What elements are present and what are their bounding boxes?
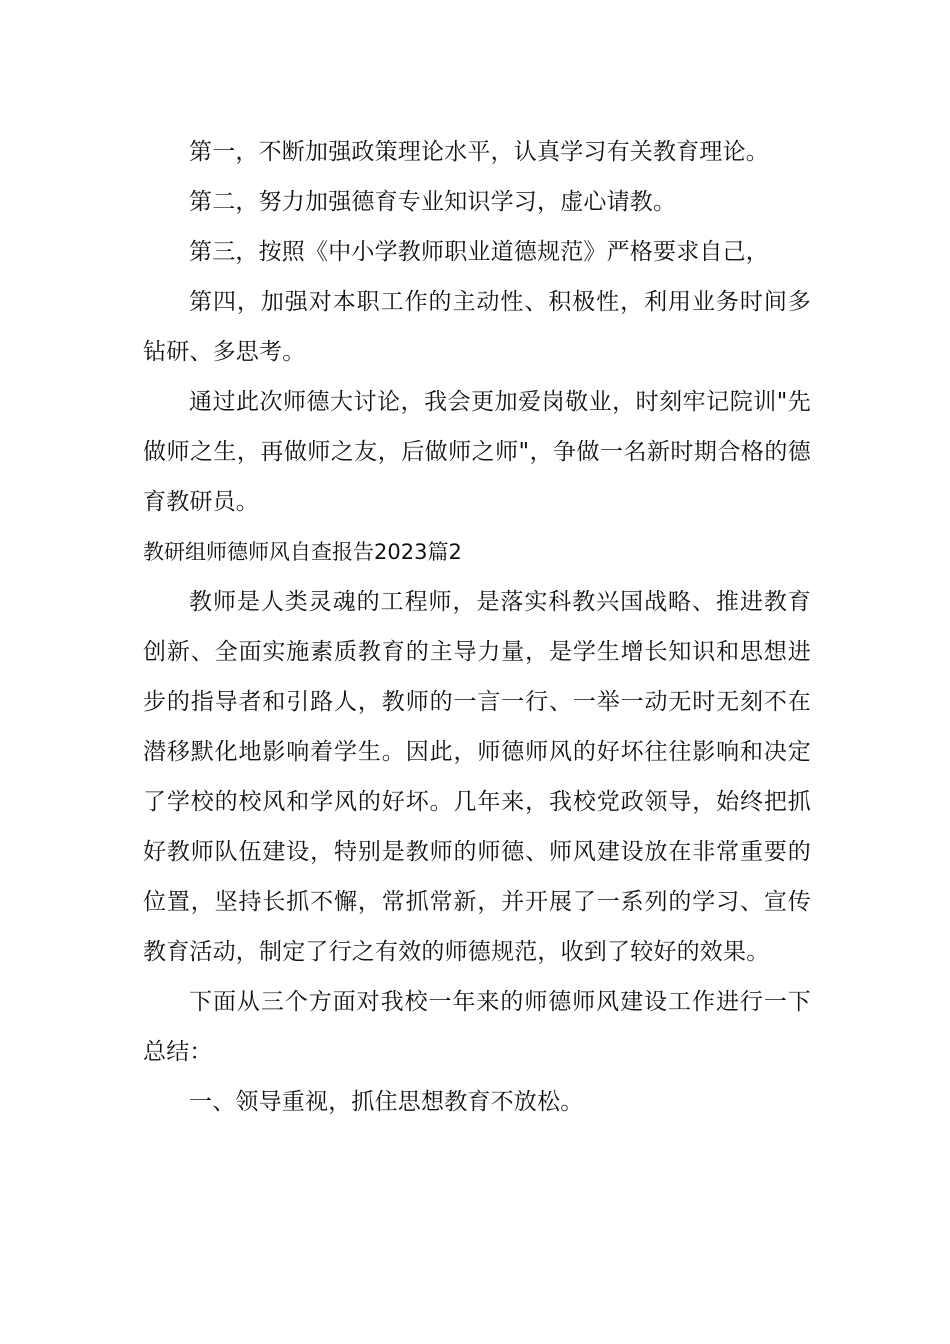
paragraph-5: 通过此次师德大讨论，我会更加爱岗敬业，时刻牢记院训"先做师之生，再做师之友，后做师之师"，争做一名新时期合格的德育教研员。: [143, 389, 811, 515]
paragraph-4: 第四，加强对本职工作的主动性、积极性，利用业务时间多钻研、多思考。: [143, 289, 811, 365]
section2-paragraph-3: 一、领导重视，抓住思想教育不放松。: [189, 1089, 584, 1115]
paragraph-2: 第二，努力加强德育专业知识学习，虚心请教。: [189, 189, 677, 215]
document-body: [143, 127, 811, 1127]
paragraph-1: 第一，不断加强政策理论水平，认真学习有关教育理论。: [189, 139, 769, 165]
section-heading: 教研组师德师风自查报告2023篇2: [143, 540, 462, 564]
section2-paragraph-1: 教师是人类灵魂的工程师，是落实科教兴国战略、推进教育创新、全面实施素质教育的主导力量，是学生增长知识和思想进步的指导者和引路人，教师的一言一行、一举一动无时无刻不在潜移默化地影响着学生。因此，师德师风的好坏往往影响和决定了学校的校风和学风的好坏。几年来，我校党政领导，始终把抓好教师队伍建设，特别是教师的师德、师风建设放在非常重要的位置，坚持长抓不懈，常抓常新，并开展了一系列的学习、宣传教育活动，制定了行之有效的师德规范，收到了较好的效果。: [143, 589, 811, 965]
paragraph-3: 第三，按照《中小学教师职业道德规范》严格要求自己，: [189, 239, 769, 265]
section2-paragraph-2: 下面从三个方面对我校一年来的师德师风建设工作进行一下总结：: [143, 989, 811, 1065]
